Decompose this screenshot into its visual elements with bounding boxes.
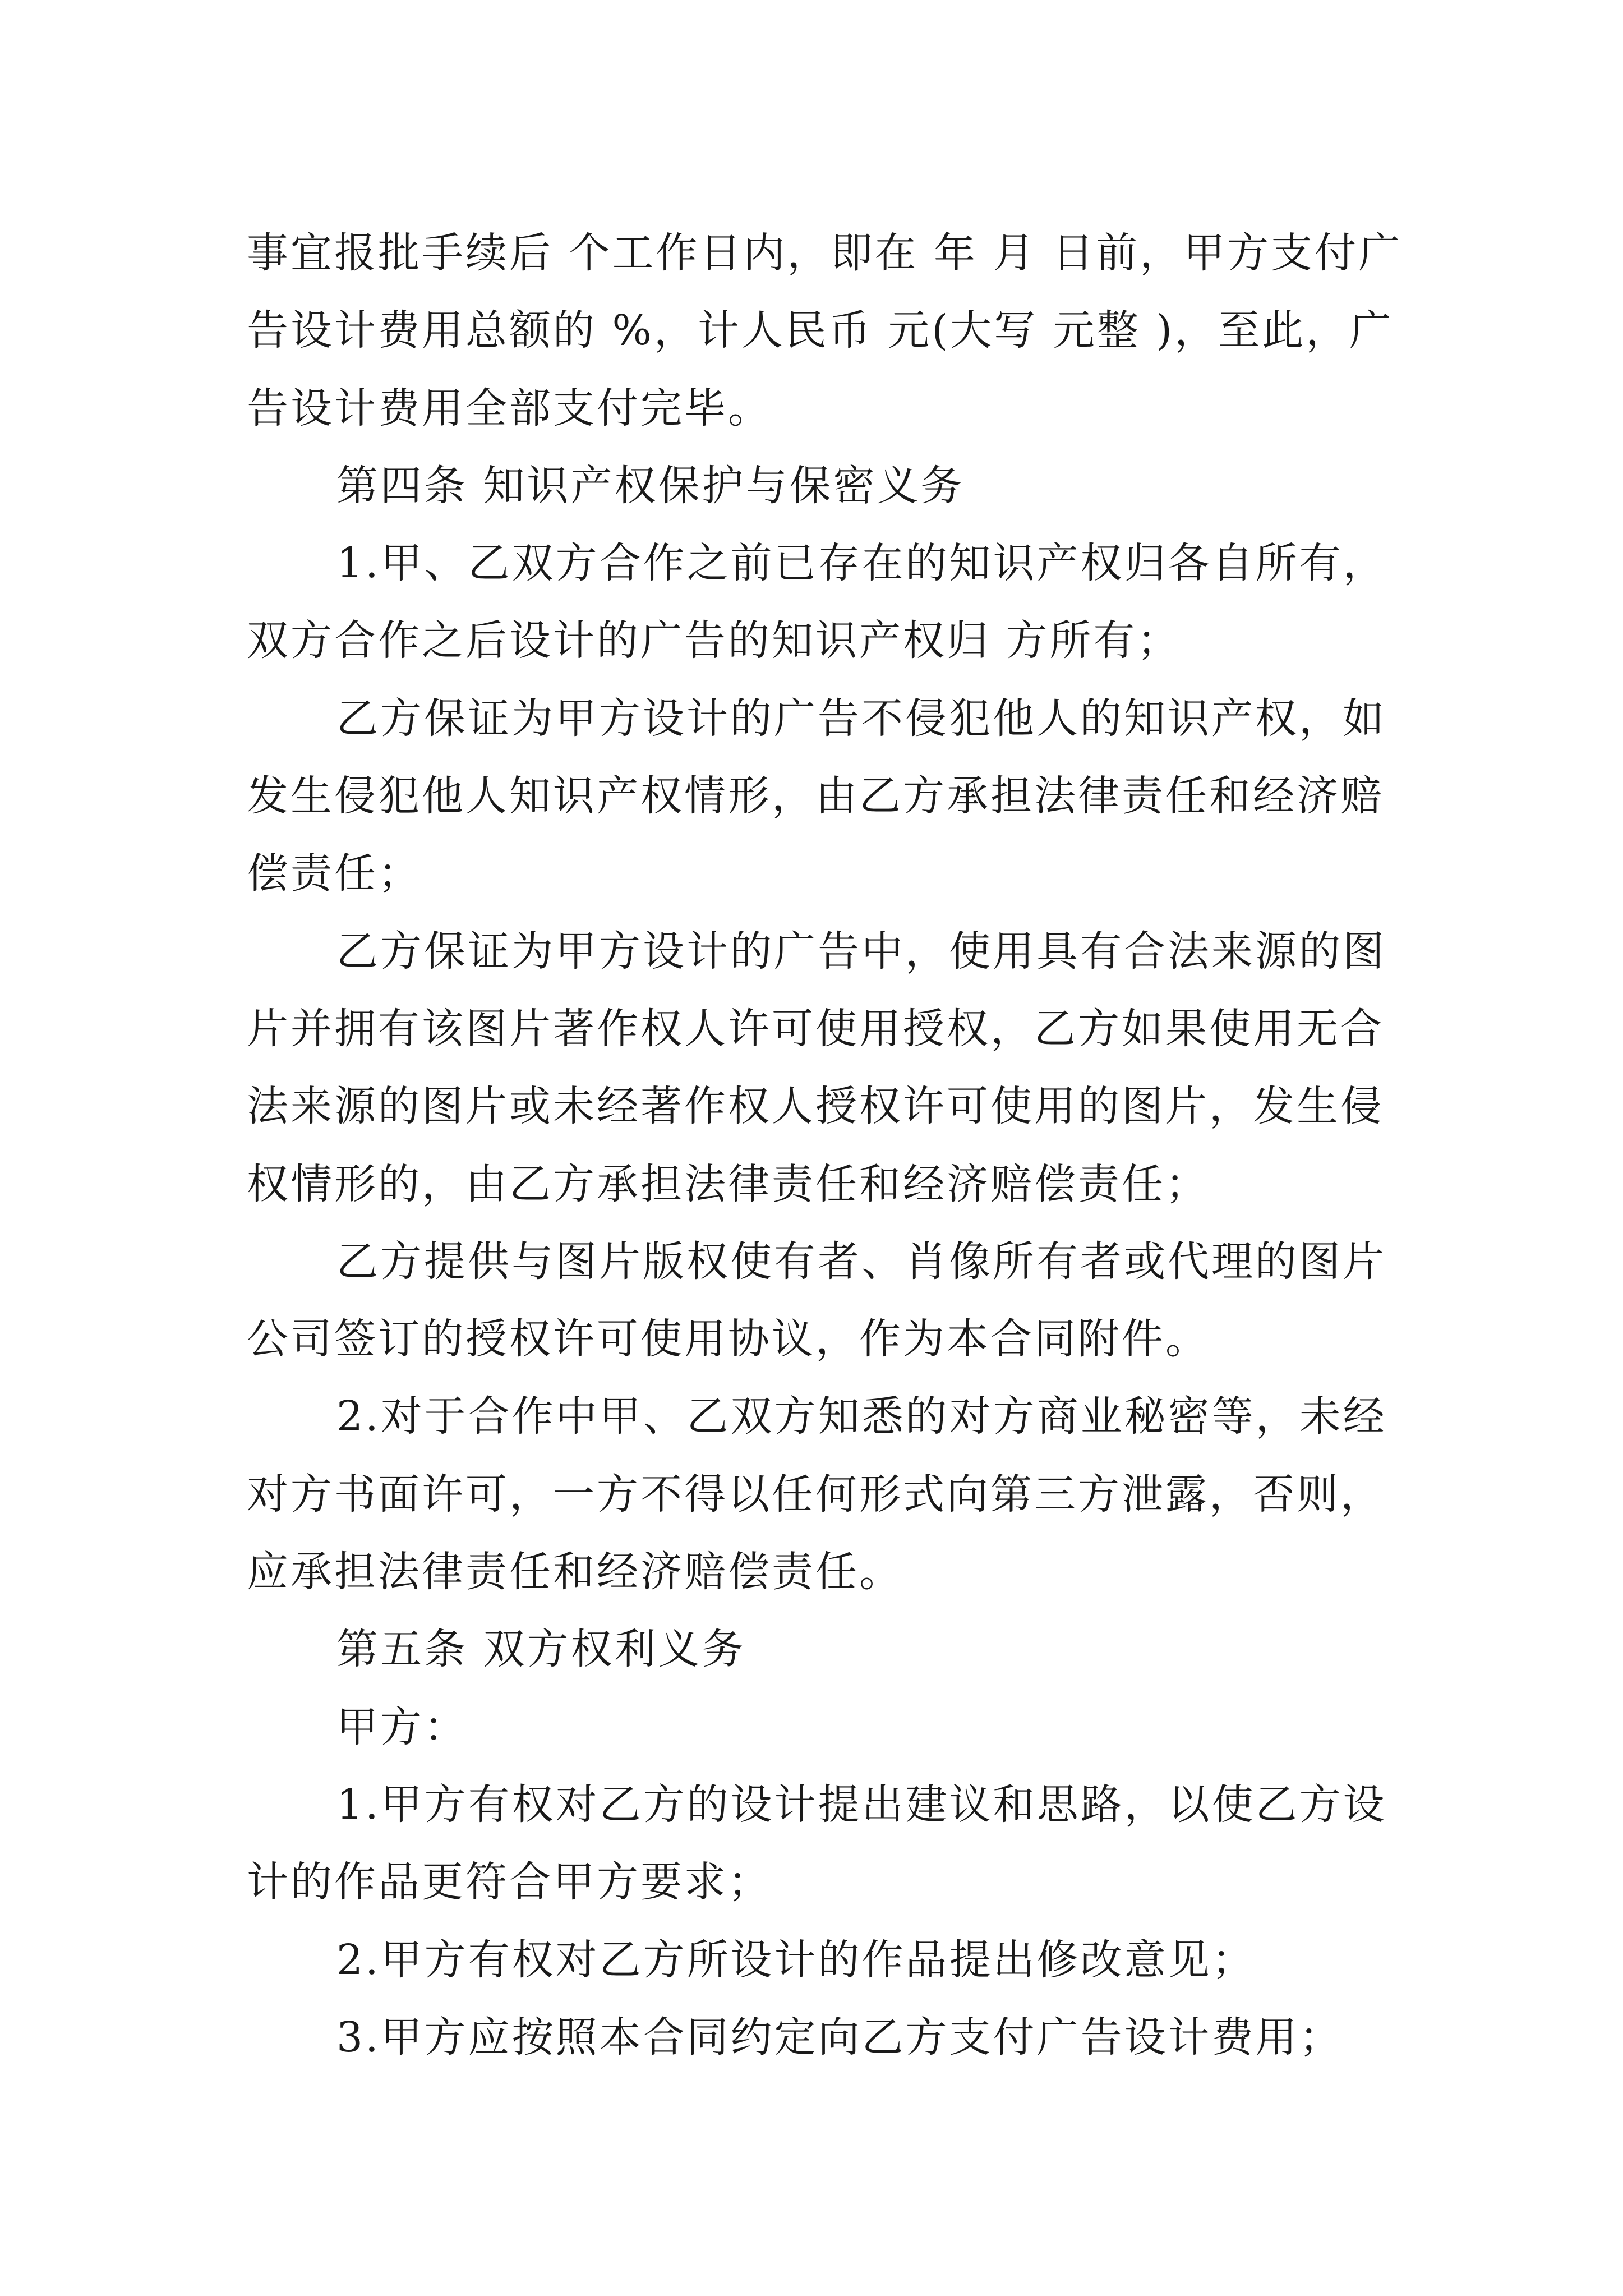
party-a-label: 甲方：	[336, 1703, 468, 1751]
paragraph-license-agreement: 乙方提供与图片版权使有者、肖像所有者或代理的图片公司签订的授权许可使用协议，作为本合同附件。	[247, 1237, 1386, 1364]
paragraph-payment-final: 事宜报批手续后 个工作日内，即在 年 月 日前，甲方支付广告设计费用总额的 %，计人民币 元(大写 元整 )，至此，广告设计费用全部支付完毕。	[247, 229, 1403, 432]
paragraph-confidentiality: 2.对于合作中甲、乙双方知悉的对方商业秘密等，未经对方书面许可，一方不得以任何形式向第三方泄露，否则，应承担法律责任和经济赔偿责任。	[247, 1392, 1387, 1596]
paragraph-ip-no-infringement: 乙方保证为甲方设计的广告不侵犯他人的知识产权，如发生侵犯他人知识产权情形，由乙方承担法律责任和经济赔偿责任；	[247, 694, 1386, 898]
paragraph-party-a-duty-3: 3.甲方应按照本合同约定向乙方支付广告设计费用；	[336, 2013, 1343, 2062]
heading-article-5: 第五条 双方权利义务	[336, 1625, 746, 1674]
paragraph-image-licensing: 乙方保证为甲方设计的广告中，使用具有合法来源的图片并拥有该图片著作权人许可使用授权，乙方如果使用无合法来源的图片或未经著作权人授权许可使用的图片，发生侵权情形的，由乙方承担法律责任和经济赔偿责任；	[247, 927, 1386, 1208]
paragraph-party-a-right-1: 1.甲方有权对乙方的设计提出建议和思路，以使乙方设计的作品更符合甲方要求；	[247, 1780, 1387, 1907]
heading-article-4: 第四条 知识产权保护与保密义务	[336, 461, 965, 510]
paragraph-party-a-right-2: 2.甲方有权对乙方所设计的作品提出修改意见；	[336, 1935, 1256, 1984]
contract-body	[247, 214, 1409, 2076]
paragraph-ip-ownership: 1.甲、乙双方合作之前已存在的知识产权归各自所有，双方合作之后设计的广告的知识产权归 方所有；	[247, 539, 1387, 665]
